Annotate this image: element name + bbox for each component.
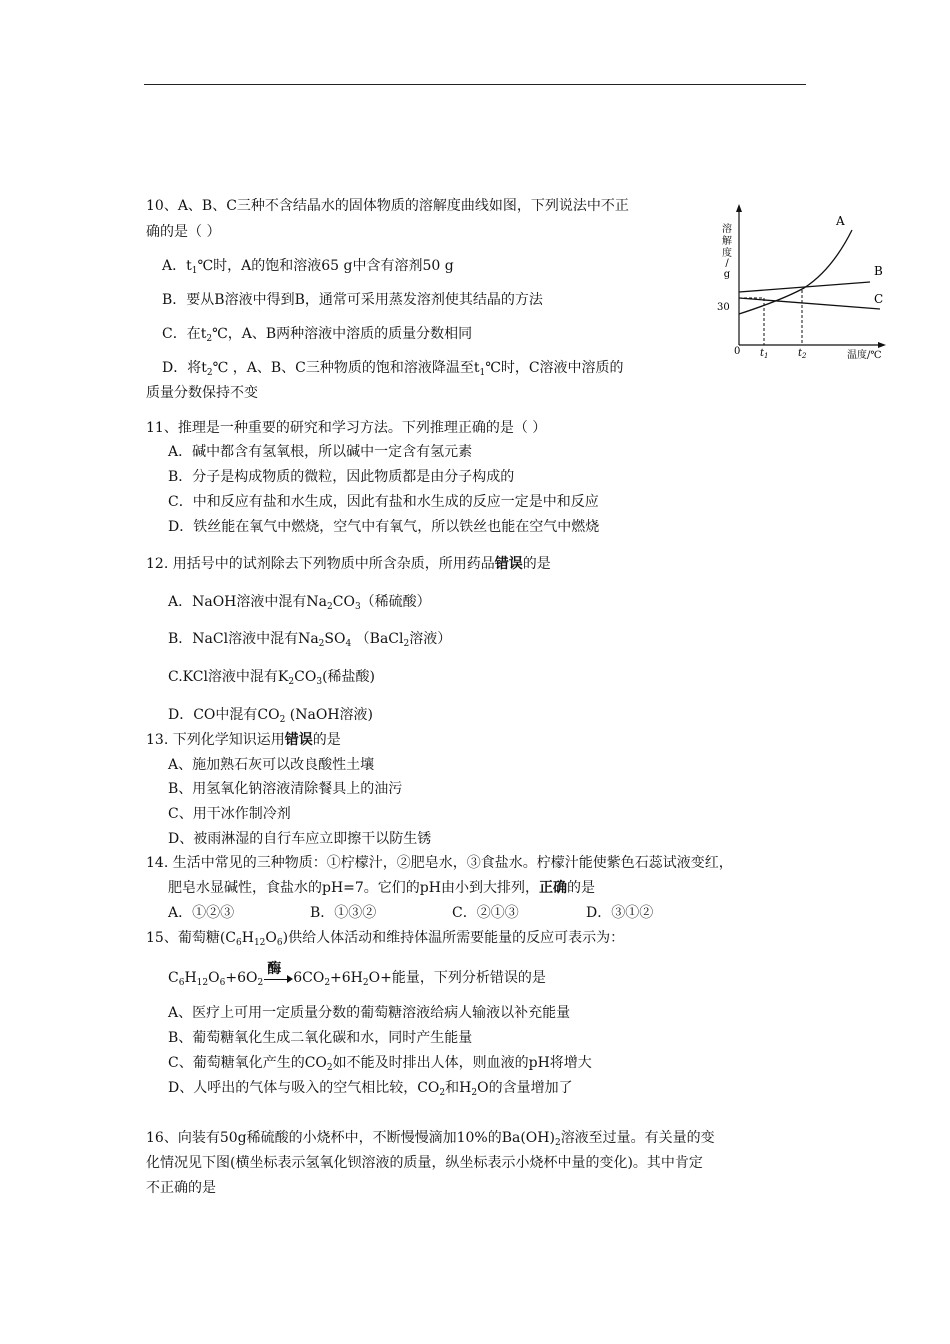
curve-b-label: B (874, 264, 883, 278)
q10-stem-line1: 10、A、B、C三种不含结晶水的固体物质的溶解度曲线如图，下列说法中不正 (146, 198, 629, 214)
q10-option-c: C．在$t_2℃$，A、B两种溶液中溶质的质量分数相同 (162, 326, 473, 344)
enzyme-label: 酶 (267, 961, 282, 977)
q14-stem-line1: 14. 生活中常见的三种物质：①柠檬汁，②肥皂水，③食盐水。柠檬汁能使紫色石蕊试液变红， (146, 855, 733, 871)
q13-option-b: B、用氢氧化钠溶液清除餐具上的油污 (168, 781, 403, 797)
y-axis-arrow (736, 204, 742, 212)
x-axis-arrow (878, 342, 886, 348)
curve-b (739, 282, 870, 292)
q12-stem: 12. 用括号中的试剂除去下列物质中所含杂质，所用药品错误的是 (146, 556, 551, 572)
reaction-arrow (263, 961, 293, 988)
x-axis-label: 温度/℃ (847, 350, 882, 361)
q10-stem-line2: 确的是（ ） (146, 224, 221, 240)
q15-option-b: B、葡萄糖氧化生成二氧化碳和水，同时产生能量 (168, 1030, 473, 1046)
q12-option-d: D．CO中混有$CO_2$ (NaOH溶液) (168, 707, 374, 725)
solubility-graph (712, 200, 907, 370)
q15-stem: 15、葡萄糖$(C_6H_{12}O_6)$供给人体活动和维持体温所需要能量的反应可表示为： (146, 930, 625, 948)
q13-option-a: A、施加熟石灰可以改良酸性土壤 (168, 757, 375, 773)
y-label-3: 度 (722, 248, 732, 259)
q11-stem: 11、推理是一种重要的研究和学习方法。下列推理正确的是（ ） (146, 420, 547, 436)
origin-label: 0 (734, 346, 741, 357)
q15-option-c: C、葡萄糖氧化产生的$CO_2$如不能及时排出人体，则血液的pH将增大 (168, 1055, 592, 1073)
y-label-4: / (725, 258, 729, 269)
curve-a-label: A (836, 214, 845, 228)
q16-stem-line2: 化情况见下图(横坐标表示氢氧化钡溶液的质量，纵坐标表示小烧杯中量的变化)。其中肯定 (146, 1155, 703, 1171)
q11-option-a: A．碱中都含有氢氧根，所以碱中一定含有氢元素 (168, 444, 473, 460)
q16-stem-line3: 不正确的是 (146, 1180, 216, 1196)
q13-stem: 13. 下列化学知识运用错误的是 (146, 732, 341, 748)
q14-option-b: B．①③② (310, 905, 377, 921)
q11-option-d: D．铁丝能在氧气中燃烧，空气中有氧气，所以铁丝也能在空气中燃烧 (168, 519, 600, 535)
t2-label: $t_2$ (798, 348, 807, 360)
q16-stem-line1: 16、向装有50g稀硫酸的小烧杯中，不断慢慢滴加10%的$Ba(OH)_2$溶液至过量。有关量的变 (146, 1130, 715, 1148)
q14-stem-line2: 肥皂水显碱性，食盐水的pH=7。它们的pH由小到大排列，正确的是 (168, 880, 595, 896)
header-rule (144, 84, 806, 85)
q15-equation: $C_6H_{12}O_6+6O_2$ 酶 $6CO_2+6H_2O+$能量，下列分析错误的是 (168, 961, 546, 988)
q14-option-d: D．③①② (586, 905, 654, 921)
y-label-1: 溶 (722, 224, 732, 235)
t1-label: $t_1$ (760, 348, 769, 360)
q10-option-a: A．$t_1℃$时，A的饱和溶液65 g中含有溶剂50 g (162, 258, 454, 276)
q10-option-d: D．将$t_2℃$ ，A、B、C三种物质的饱和溶液降温至$t_1℃$时，C溶液中溶质的 (162, 360, 624, 378)
q12-option-c: C.KCl溶液中混有$K_2CO_3$(稀盐酸) (168, 669, 376, 687)
q13-option-d: D、被雨淋湿的自行车应立即擦干以防生锈 (168, 831, 432, 847)
q12-option-a: A．NaOH溶液中混有$Na_2CO_3$（稀硫酸） (168, 594, 431, 612)
q15-option-a: A、医疗上可用一定质量分数的葡萄糖溶液给病人输液以补充能量 (168, 1005, 571, 1021)
q10-option-b: B．要从B溶液中得到B，通常可采用蒸发溶剂使其结晶的方法 (162, 292, 543, 308)
q14-option-c: C．②①③ (452, 905, 519, 921)
q14-option-a: A．①②③ (168, 905, 235, 921)
q13-option-c: C、用干冰作制冷剂 (168, 806, 291, 822)
q11-option-b: B．分子是构成物质的微粒，因此物质都是由分子构成的 (168, 469, 515, 485)
curve-c-label: C (874, 292, 884, 306)
y-tick-30: 30 (717, 302, 730, 313)
q11-option-c: C．中和反应有盐和水生成，因此有盐和水生成的反应一定是中和反应 (168, 494, 599, 510)
q15-option-d: D、人呼出的气体与吸入的空气相比较，$CO_2$和$H_2O$的含量增加了 (168, 1080, 573, 1098)
curve-a (739, 230, 852, 314)
q10-option-d-line2: 质量分数保持不变 (146, 385, 258, 401)
q12-option-b: B．NaCl溶液中混有$Na_2SO_4$ （BaCl$_2$溶液） (168, 631, 452, 649)
y-label-2: 解 (722, 236, 732, 247)
y-label-5: g (723, 269, 731, 280)
